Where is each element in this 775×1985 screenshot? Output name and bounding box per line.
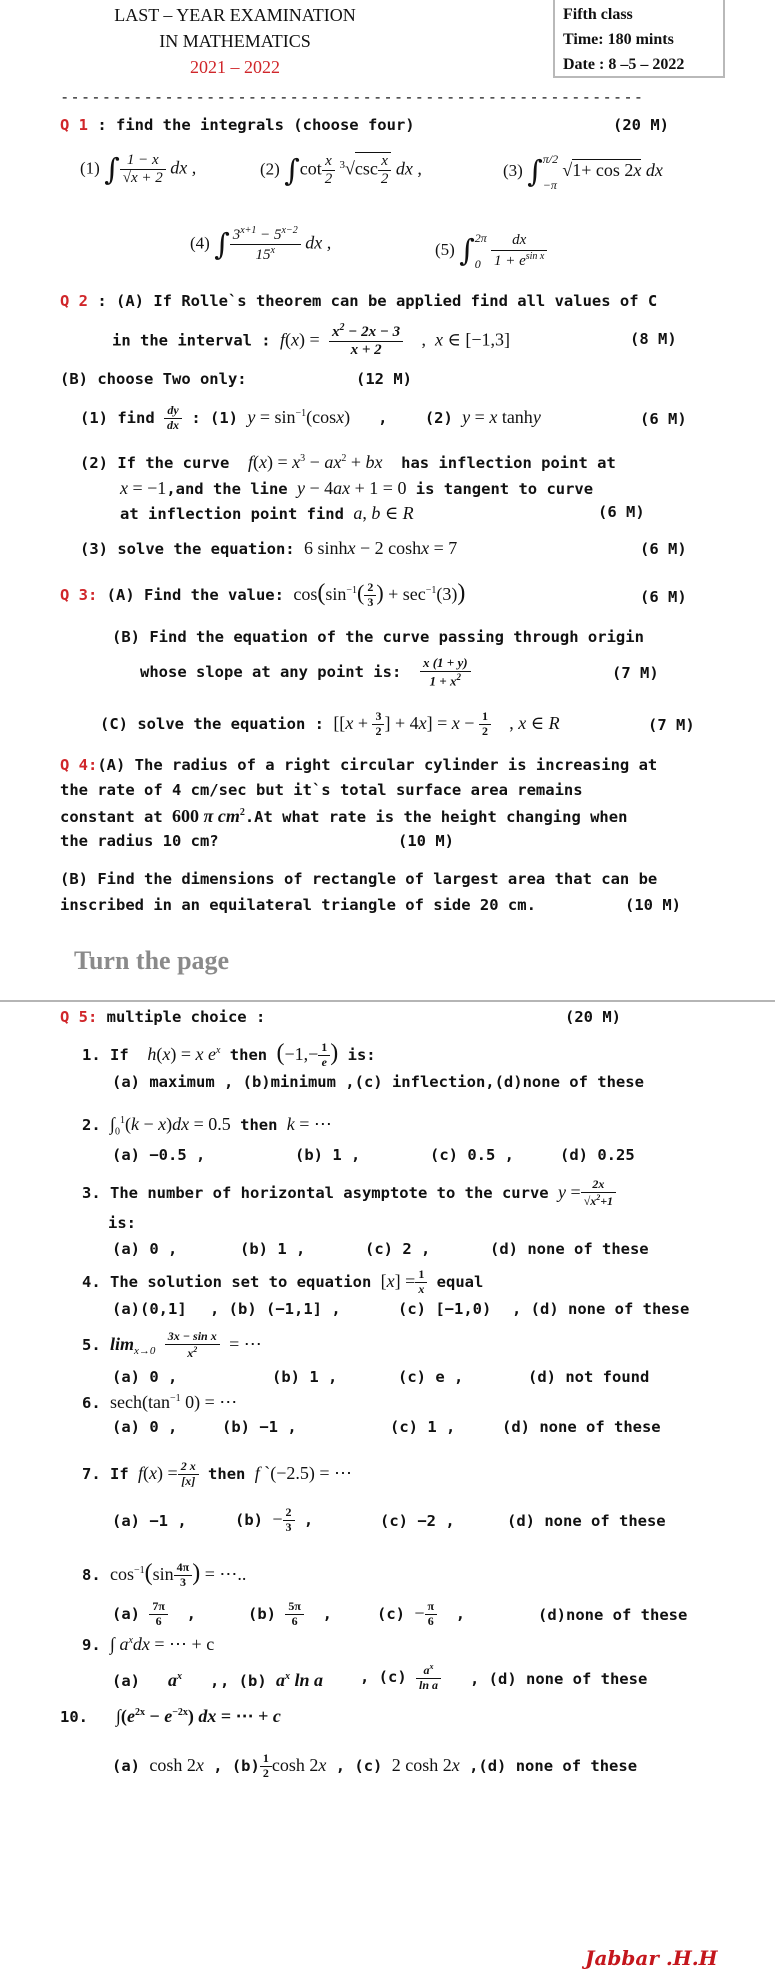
q1-integral-3: (3) ∫π/2 −π √1+ cos 2x dx xyxy=(503,152,663,192)
q2b1: (1) find $\frac{dy}{dx}$ : (1) $y = \sin^{-1}(\cos x)$ , (2) y = x tanhy xyxy=(80,403,541,432)
q5-item-2: 2. $\int_0^1(k - x)dx = 0.5$ then k = ⋯ xyxy=(82,1114,332,1138)
page-separator xyxy=(0,1000,775,1002)
q3b-marks: (7 M) xyxy=(612,664,659,682)
author-signature: Jabbar .H.H xyxy=(585,1946,718,1970)
q1-integral-1: (1) ∫ $\frac{1 - x}{√x + 2}$ dx , xyxy=(80,152,197,188)
q5-item-7-opt-b: (b) − $\frac{2}{3}$ , xyxy=(235,1505,314,1534)
q2b-label: (B) choose Two only: xyxy=(60,370,247,388)
q2-number: Q 2 xyxy=(60,292,88,310)
q1-number: Q 1 xyxy=(60,116,88,134)
q5-item-6: 6. $\sec h(\tan^{-1}$ 0) = ⋯ xyxy=(82,1392,238,1412)
q4a-line3: constant at 600 π $cm^2.At$ what rate is the height changing when xyxy=(60,806,628,826)
q5-item-9: 9. ∫ $a^xdx$ = ⋯ + c xyxy=(82,1634,215,1654)
q1-integral-4: (4) ∫ $\frac{3^{x+1} - 5^{x-2}}{15^x}$ dx , xyxy=(190,225,332,264)
q5-marks: (20 M) xyxy=(565,1008,621,1026)
title-line-2: IN MATHEMATICS xyxy=(159,31,311,51)
q2b2-line2: x = −1,and the line y − 4ax + 1 = 0 is tangent to curve xyxy=(120,478,594,498)
q1-marks: (20 M) xyxy=(613,116,669,134)
q5-item-8-opt-c: (c) − $\frac{\pi}{6}$ , xyxy=(377,1599,466,1628)
q5-item-3-opt-a: (a) 0 , xyxy=(112,1240,178,1258)
q2b-marks: (12 M) xyxy=(356,370,412,388)
q3a-marks: (6 M) xyxy=(640,588,687,606)
q5-item-5-opt-b: (b) 1 , xyxy=(272,1368,338,1386)
q5-item-8-opt-a: (a) $\frac{7\pi}{6}$ , xyxy=(112,1599,196,1628)
q4b-line2: inscribed in an equilateral triangle of side 20 cm. xyxy=(60,896,536,914)
q2b3-marks: (6 M) xyxy=(640,540,687,558)
q2a-marks: (8 M) xyxy=(630,330,677,348)
q5-item-5-opt-a: (a) 0 , xyxy=(112,1368,178,1386)
q2b1-marks: (6 M) xyxy=(640,410,687,428)
time-label: Time: 180 mints xyxy=(563,31,674,48)
q5-item-9-opt-d: , (d) none of these xyxy=(470,1670,648,1688)
q5-item-4-opt-d: , (d) none of these xyxy=(512,1300,690,1318)
q5-item-5: 5. $\lim_{x\to 0}$ $\frac{\text{3x − sin x}}{x^2}$ = ⋯ xyxy=(82,1329,262,1360)
q5-item-2-opt-b: (b) 1 , xyxy=(295,1146,361,1164)
q5-item-6-opt-c: (c) 1 , xyxy=(390,1418,456,1436)
q5-item-6-opt-d: (d) none of these xyxy=(502,1418,661,1436)
q5-item-1-options: (a) maximum , (b)minimum ,(c) inflection,(d)none of these xyxy=(112,1073,644,1091)
dashed-divider: -------------------------------------------------------- xyxy=(60,88,645,106)
q4a-line1: Q 4:(A) The radius of a right circular cylinder is increasing at xyxy=(60,756,658,774)
exam-year: 2021 – 2022 xyxy=(190,57,280,77)
q5-item-3: 3. The number of horizontal asymptote to the curve y = $\frac{2x}{√x^2+1}$ xyxy=(82,1178,616,1209)
q4a-line4: the radius 10 cm? xyxy=(60,832,219,850)
q1-heading xyxy=(60,116,415,134)
q2b2-line1: (2) If the curve $f(x) = x^3 - ax^2$ + bx has inflection point at xyxy=(80,452,616,472)
class-label: Fifth class xyxy=(563,6,633,23)
q5-item-4-opt-a: (a)(0,1] xyxy=(112,1300,187,1318)
turn-page-label: Turn the page xyxy=(74,946,230,975)
q5-item-7-opt-c: (c) −2 , xyxy=(380,1512,455,1530)
q4b-line1: (B) Find the dimensions of rectangle of largest area that can be xyxy=(60,870,658,888)
q5-item-10: 10. $\int(e^{2x} - e^{-2x})$ dx = ⋯ + c xyxy=(60,1706,281,1726)
q3a: Q 3: (A) Find the value: $\cos(\sin^{-1}$( $\frac{2}{3}$ ) + $\sec^{-1}(3)$) xyxy=(60,580,466,609)
q5-item-9-opt-b: , (b) $a^x$ ln a xyxy=(220,1670,324,1690)
q5-item-6-opt-a: (a) 0 , xyxy=(112,1418,178,1436)
q5-item-9-opt-c: , (c) $\frac{a^x}{\text{ln a}}$ xyxy=(360,1662,441,1693)
q2b3: (3) solve the equation: 6 sinhx − 2 coshx = 7 xyxy=(80,538,458,558)
q4-number: Q 4: xyxy=(60,756,98,774)
class-info-box xyxy=(553,0,725,78)
q5-item-4-opt-b: , (b) (−1,1] , xyxy=(210,1300,341,1318)
q5-item-3-line2: is: xyxy=(108,1214,136,1232)
q5-number: Q 5: xyxy=(60,1008,98,1026)
q5-item-2-opt-a: (a) −0.5 , xyxy=(112,1146,206,1164)
q5-item-7-opt-d: (d) none of these xyxy=(507,1512,666,1530)
q2-line2: in the interval : f(x) = $\frac{x^2 - 2x - 3}{x + 2}$ , x ∈ [−1,3] xyxy=(112,322,510,359)
q3c-marks: (7 M) xyxy=(648,716,695,734)
q3b-line1: (B) Find the equation of the curve passing through origin xyxy=(112,628,644,646)
q5-item-1: 1. If h(x) = x $e^x$ then (−1,− $\frac{1}{e}$ ) is: xyxy=(82,1040,376,1069)
q5-item-7-opt-a: (a) −1 , xyxy=(112,1512,187,1530)
q3c: (C) solve the equation : [[x + $\frac{3}{2}$ ] + 4x] = x − $\frac{1}{2}$ , x ∈ R xyxy=(100,709,560,738)
q5-item-5-opt-d: (d) not found xyxy=(528,1368,650,1386)
q5-item-6-opt-b: (b) −1 , xyxy=(222,1418,297,1436)
q5-item-8: 8. $\cos^{-1}(\sin$ $\frac{4\pi}{3}$ ) = ⋯.. xyxy=(82,1560,247,1589)
q3-number: Q 3: xyxy=(60,586,98,604)
q5-item-4: 4. The solution set to equation [x] = $\frac{1}{x}$ equal xyxy=(82,1267,484,1296)
q5-item-5-opt-c: (c) e , xyxy=(398,1368,464,1386)
q5-item-9-opt-a: (a) $a^x$ , xyxy=(112,1670,220,1690)
q1-text: : find the integrals (choose four) xyxy=(88,116,415,134)
q1-integral-2: (2) ∫cot $\frac{x}{2}$ $^3$√csc $\frac{x}{2}$ dx , xyxy=(260,153,422,189)
q5-item-2-opt-c: (c) 0.5 , xyxy=(430,1146,514,1164)
q5-item-3-opt-d: (d) none of these xyxy=(490,1240,649,1258)
title-line-1: LAST – YEAR EXAMINATION xyxy=(114,5,356,25)
q5-item-8-opt-b: (b) $\frac{5\pi}{6}$ , xyxy=(248,1599,332,1628)
q2-heading xyxy=(60,292,657,310)
q5-item-3-opt-b: (b) 1 , xyxy=(240,1240,306,1258)
q2b2-line3: at inflection point find a, b ∈ R xyxy=(120,503,414,523)
q4b-marks: (10 M) xyxy=(625,896,681,914)
q5-heading: Q 5: multiple choice : xyxy=(60,1008,266,1026)
q2b2-marks: (6 M) xyxy=(598,503,645,521)
q3b-line2: whose slope at any point is: $\frac{x (1 + y)}{1 + x^2}$ xyxy=(140,656,471,689)
q1-integral-5: (5) ∫2π 0 $\frac{dx}{1 + e^{sin x}}$ xyxy=(435,225,547,277)
q5-item-7: 7. If f(x) = $\frac{2 x}{[x]}$ then f `(−2.5) = ⋯ xyxy=(82,1459,353,1488)
q4a-marks: (10 M) xyxy=(398,832,454,850)
exam-title xyxy=(105,2,365,80)
q5-item-8-opt-d: (d)none of these xyxy=(538,1606,688,1624)
q2-line1: : (A) If Rolle`s theorem can be applied find all values of C xyxy=(88,292,658,310)
date-label: Date : 8 –5 – 2022 xyxy=(563,56,685,73)
q5-item-10-options: (a) cosh 2x , (b) $\frac{1}{2}$ cosh 2x , (c) 2 cosh 2x ,(d) none of these xyxy=(112,1751,638,1780)
q5-item-2-opt-d: (d) 0.25 xyxy=(560,1146,635,1164)
q4a-line2: the rate of 4 cm/sec but it`s total surface area remains xyxy=(60,781,583,799)
q5-item-3-opt-c: (c) 2 , xyxy=(365,1240,431,1258)
q5-item-4-opt-c: (c) [−1,0) xyxy=(398,1300,492,1318)
